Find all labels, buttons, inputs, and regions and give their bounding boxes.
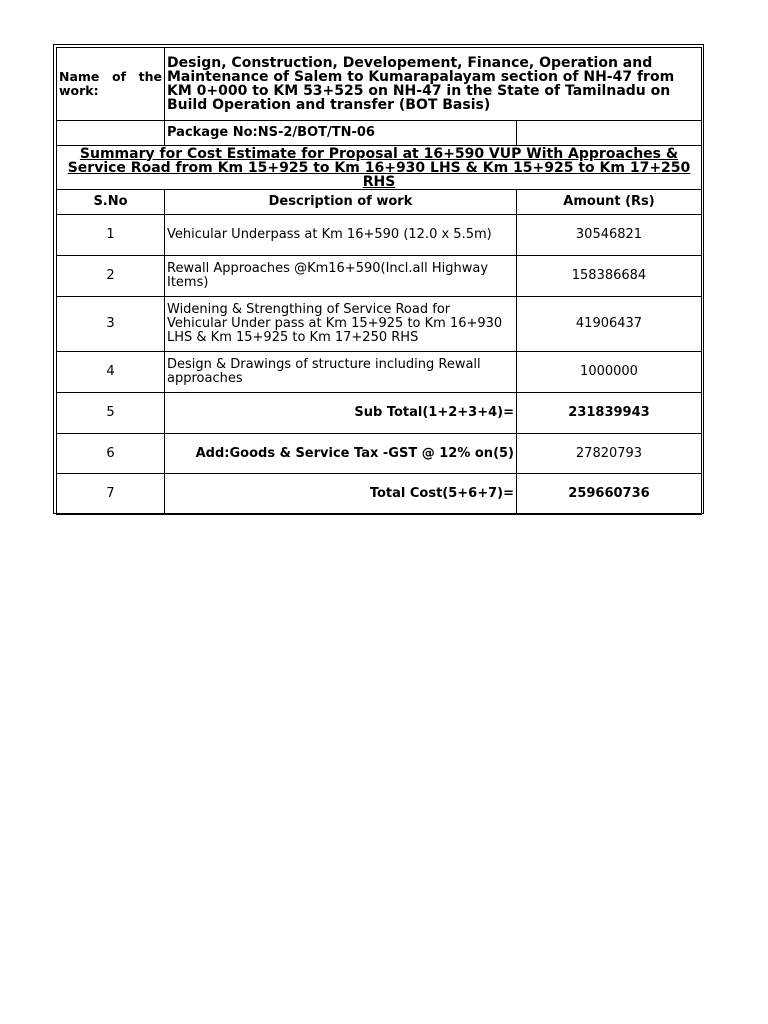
cost-estimate-sheet [53,44,704,514]
table-row [57,297,702,352]
summary-title-row [57,146,702,190]
gst-label: Add:Goods & Service Tax -GST @ 12% on(5) [165,434,517,474]
subtotal-row [57,393,702,434]
package-row [57,121,702,146]
package-number: Package No:NS-2/BOT/TN-06 [165,121,517,146]
row-description: Vehicular Underpass at Km 16+590 (12.0 x 5.5m) [165,215,517,256]
row-description: Widening & Strengthing of Service Road for Vehicular Under pass at Km 15+925 to Km 16+930 LHS & Km 15+925 to Km 17+250 RHS [165,297,517,352]
header-amount: Amount (Rs) [517,190,702,215]
total-label: Total Cost(5+6+7)= [165,474,517,515]
row-amount: 1000000 [517,352,702,393]
total-row [57,474,702,515]
total-amount: 259660736 [517,474,702,515]
row-sno: 1 [57,215,165,256]
cost-estimate-table [56,47,702,515]
column-header-row [57,190,702,215]
subtotal-label: Sub Total(1+2+3+4)= [165,393,517,434]
row-sno: 7 [57,474,165,515]
row-amount: 30546821 [517,215,702,256]
table-row [57,256,702,297]
row-amount: 41906437 [517,297,702,352]
header-sno: S.No [57,190,165,215]
row-sno: 4 [57,352,165,393]
name-of-work-row [57,48,702,121]
header-description: Description of work [165,190,517,215]
row-description: Design & Drawings of structure including Rewall approaches [165,352,517,393]
package-blank-left [57,121,165,146]
name-of-work-text: Design, Construction, Developement, Finance, Operation and Maintenance of Salem to Kumarapalayam section of NH-47 from KM 0+000 to KM 53+525 on NH-47 in the State of Tamilnadu on Build Operation and transfer (BOT Basis) [165,48,702,121]
row-sno: 2 [57,256,165,297]
row-amount: 158386684 [517,256,702,297]
package-blank-right [517,121,702,146]
name-of-work-label: Name of the work: [57,48,165,121]
row-description: Rewall Approaches @Km16+590(Incl.all Highway Items) [165,256,517,297]
row-sno: 5 [57,393,165,434]
row-sno: 3 [57,297,165,352]
gst-amount: 27820793 [517,434,702,474]
table-row [57,352,702,393]
row-sno: 6 [57,434,165,474]
gst-row [57,434,702,474]
summary-title: Summary for Cost Estimate for Proposal at 16+590 VUP With Approaches & Service Road from Km 15+925 to Km 16+930 LHS & Km 15+925 to Km 17+250 RHS [57,146,702,190]
subtotal-amount: 231839943 [517,393,702,434]
table-row [57,215,702,256]
